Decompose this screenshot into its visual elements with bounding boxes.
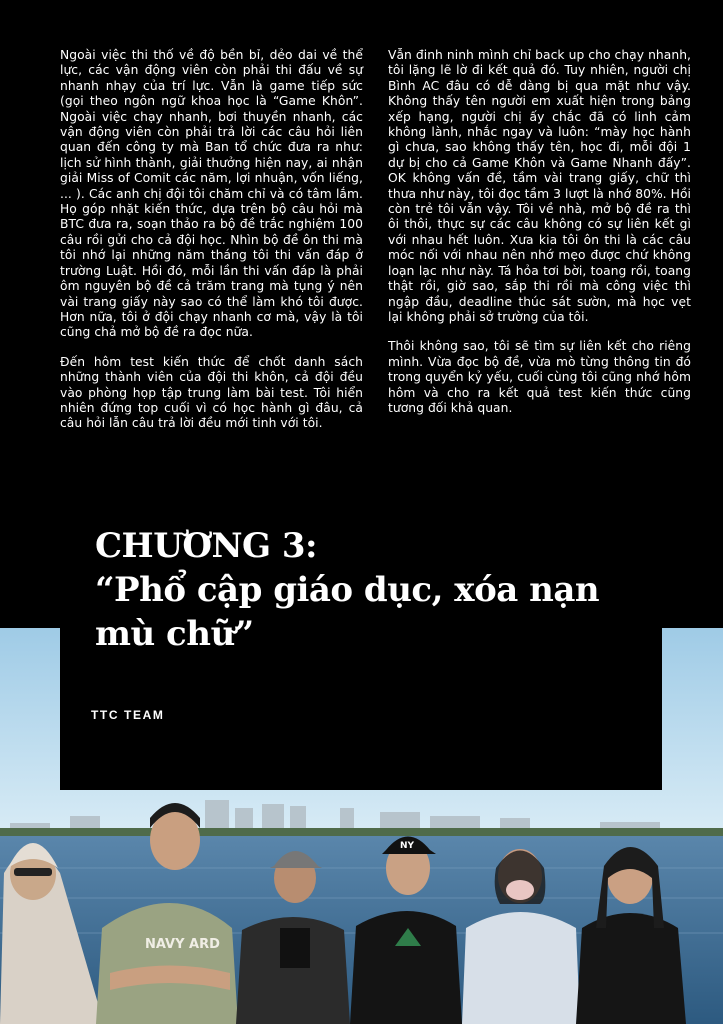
paragraph: Ngoài việc thi thố về độ bền bỉ, dẻo dai về thể lực, các vận động viên còn phải thi đấu về sự nhanh nhạy của trí lực. Vẫn là game tiếp sức (gọi theo ngôn ngữ khoa học là “Game Khôn”. Ngoài việc chạy nhanh, bơi thuyền nhanh, các vận động viên còn phải trả lời các câu hỏi liên quan đến công ty mà Ban tổ chức đưa ra như: lịch sử hình thành, giải thưởng hiện nay, ai nhận giải Miss of Comit các năm, lợi nhuận, vốn liếng, ... ). Các anh chị đội tôi chăm chỉ và có tâm lắm. Họ góp nhặt kiến thức, dựa trên bộ câu hỏi mà BTC đưa ra, soạn thảo ra bộ đề trắc nghiệm 100 câu rồi gửi cho cả đội học. Nhìn bộ đề ôn thi mà tôi nhớ lại những năm tháng tôi thi vấn đáp ở trường Luật. Hồi đó, mỗi lần thi vấn đáp là phải ôm nguyên bộ đề cả trăm trang mà tụng ý nên vài trang giấy này sao có thể làm khó tôi được. Hơn nữa, tôi ở đội chạy nhanh cơ mà, vậy là tôi cũng chả mở bộ đề ra đọc nữa. — [60, 48, 363, 340]
right-column — [388, 48, 691, 446]
chapter-heading-text: CHƯƠNG 3: “Phổ cập giáo dục, xóa nạn mù chữ” — [95, 526, 600, 654]
paragraph: Thôi không sao, tôi sẽ tìm sự liên kết cho riêng mình. Vừa đọc bộ đề, vừa mò từng thông tin đó trong quyển kỷ yếu, cuối cùng tôi cũng nhớ hôm hôm và cho ra kết quả test kiến thức cũng tương đối khả quan. — [388, 339, 691, 415]
svg-text:NY: NY — [400, 841, 415, 851]
paragraph: Vẫn đinh ninh mình chỉ back up cho chạy nhanh, tôi lặng lẽ lờ đi kết quả đó. Tuy nhiên, người chị Bình AC đâu có dễ dàng bị qua mặt như vậy. Không thấy tên người em xuất hiện trong bảng xếp hạng, người chị ấy chắc đã có linh cảm không lành, nhắc ngay và luôn: “mày học hành gì chưa, sao không thấy tên, học đi, mỗi đội 1 dự bị cho cả Game Khôn và Game Nhanh đấy”. OK không vấn đề, tầm vài trang giấy, chữ thì thưa như này, tôi đọc tầm 3 lượt là nhớ 80%. Hồi còn trẻ tôi vẫn vậy. Tôi về nhà, mở bộ đề ra thì ôi thôi, thực sự các câu không có sự liên kết gì với nhau hết luôn. Xưa kia tôi ôn thi là các câu móc nối với nhau nên nhớ mẹo được chứ không loạn lạc như này. Tá hỏa tơi bời, toang rồi, toang thật rồi, giờ sao, sắp thi rồi mà công việc thì ngập đầu, deadline thúc sát sườn, mà học vẹt lại không phải sở trường của tôi. — [388, 48, 691, 324]
team-credit: TTC TEAM — [91, 708, 165, 722]
chapter-title-box — [60, 510, 662, 790]
left-column — [60, 48, 363, 446]
article-columns — [60, 48, 691, 446]
paragraph: Đến hôm test kiến thức để chốt danh sách những thành viên của đội thi khôn, cả đội đều vào phòng họp tập trung làm bài test. Tôi hiển nhiên đứng top cuối vì có học hành gì đâu, cả câu hỏi lẫn câu trả lời đều mới tinh với tôi. — [60, 354, 363, 431]
svg-text:NAVY ARD: NAVY ARD — [145, 937, 220, 952]
chapter-heading — [95, 524, 655, 656]
